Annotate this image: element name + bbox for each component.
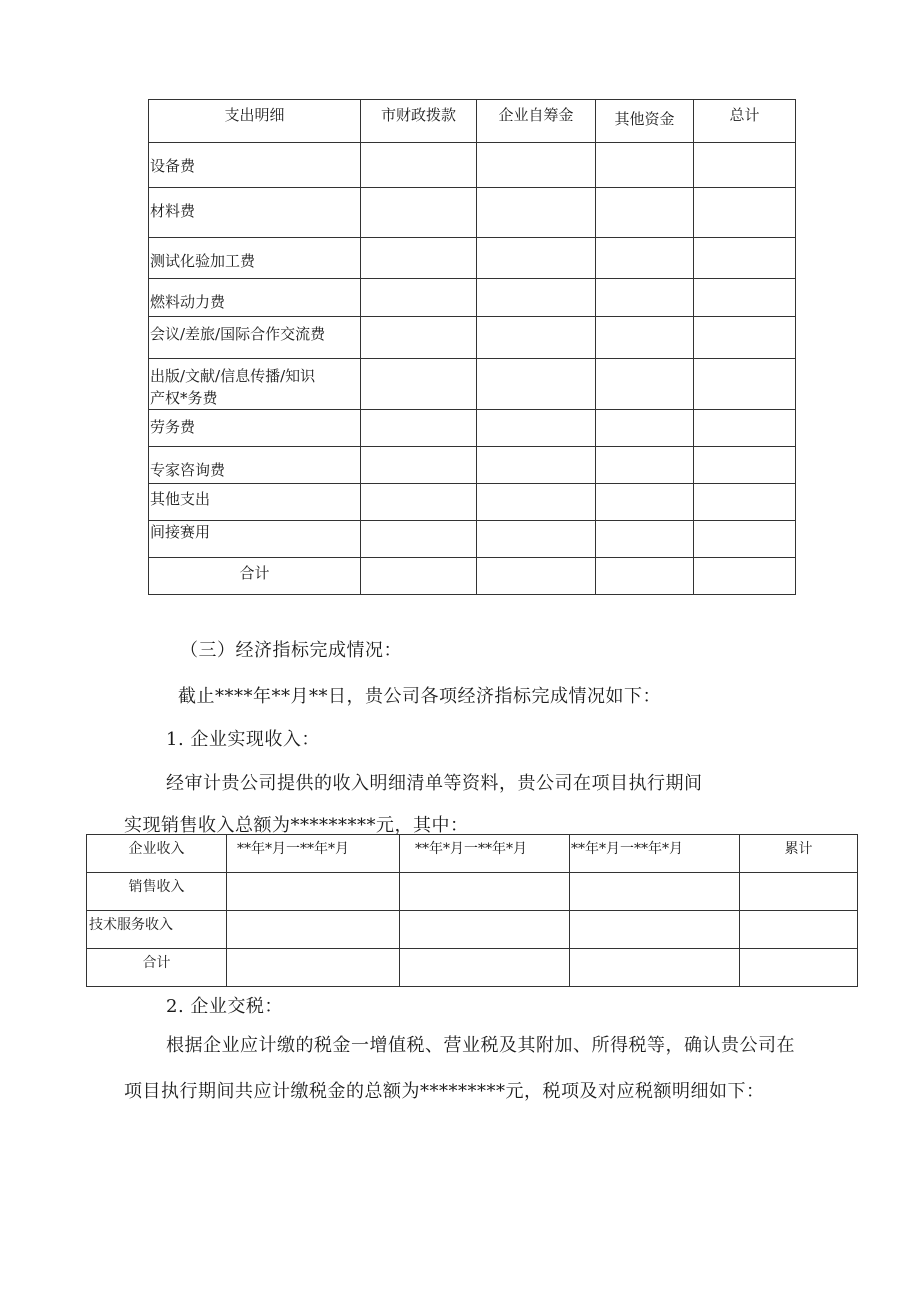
expense-row-label: 测试化验加工费 [149,238,361,279]
table-row [149,143,796,188]
expense-row-label: 其他支出 [149,484,361,521]
table-row [87,873,858,911]
table-row [149,447,796,484]
table-row [87,911,858,949]
table-row [149,410,796,447]
income-header-period-1: **年*月一**年*月 [227,835,400,873]
expense-row-label: 专家咨询费 [149,447,361,484]
expense-row-label [149,359,361,410]
table-row [149,188,796,238]
item1-paragraph-line2: 实现销售收入总额为*********元，其中： [124,815,469,836]
income-row-label: 技术服务收入 [87,911,227,949]
expense-header-city-funding: 市财政拨款 [361,100,477,143]
section3-heading: （三）经济指标完成情况： [180,640,402,661]
expense-total-row [149,558,796,595]
expense-row-label: 劳务费 [149,410,361,447]
table-row [149,521,796,558]
section3-intro: 截止****年**月**日，贵公司各项经济指标完成情况如下： [178,686,661,707]
expense-header-self-funding: 企业自筹金 [477,100,596,143]
expense-row-label: 间接赛用 [149,521,361,558]
expense-header-other-funding: 其他资金 [596,100,694,143]
income-table [86,834,858,987]
expense-row-label-line2: 产权*务费 [150,389,218,407]
expense-header-item: 支出明细 [149,100,361,143]
item2-heading: 2. 企业交税： [166,996,283,1017]
item2-paragraph-line2: 项目执行期间共应计缴税金的总额为*********元，税项及对应税额明细如下： [124,1081,765,1102]
table-row [149,279,796,317]
expense-row-label: 燃料动力费 [149,279,361,317]
income-header-row [87,835,858,873]
income-header-period-3: **年*月一**年*月 [570,835,740,873]
expense-table [148,99,796,595]
expense-header-total: 总计 [694,100,796,143]
expense-total-label: 合计 [149,558,361,595]
table-row [149,317,796,359]
table-row [149,484,796,521]
income-header-period-2: **年*月一**年*月 [400,835,570,873]
item2-paragraph-line1: 根据企业应计缴的税金一增值税、营业税及其附加、所得税等，确认贵公司在 [166,1035,795,1056]
expense-row-label: 材料费 [149,188,361,238]
income-row-label: 合计 [87,949,227,987]
table-row [149,359,796,410]
income-row-label: 销售收入 [87,873,227,911]
income-total-row [87,949,858,987]
expense-row-label-line1: 出版/文献/信息传播/知识 [150,367,316,385]
item1-heading: 1. 企业实现收入： [166,729,320,750]
item1-paragraph-line1: 经审计贵公司提供的收入明细清单等资料，贵公司在项目执行期间 [166,773,703,794]
income-header-category: 企业收入 [87,835,227,873]
expense-row-label: 会议/差旅/国际合作交流费 [149,317,361,359]
expense-row-label: 设备费 [149,143,361,188]
income-header-cumulative: 累计 [740,835,858,873]
table-row [149,238,796,279]
expense-header-row [149,100,796,143]
